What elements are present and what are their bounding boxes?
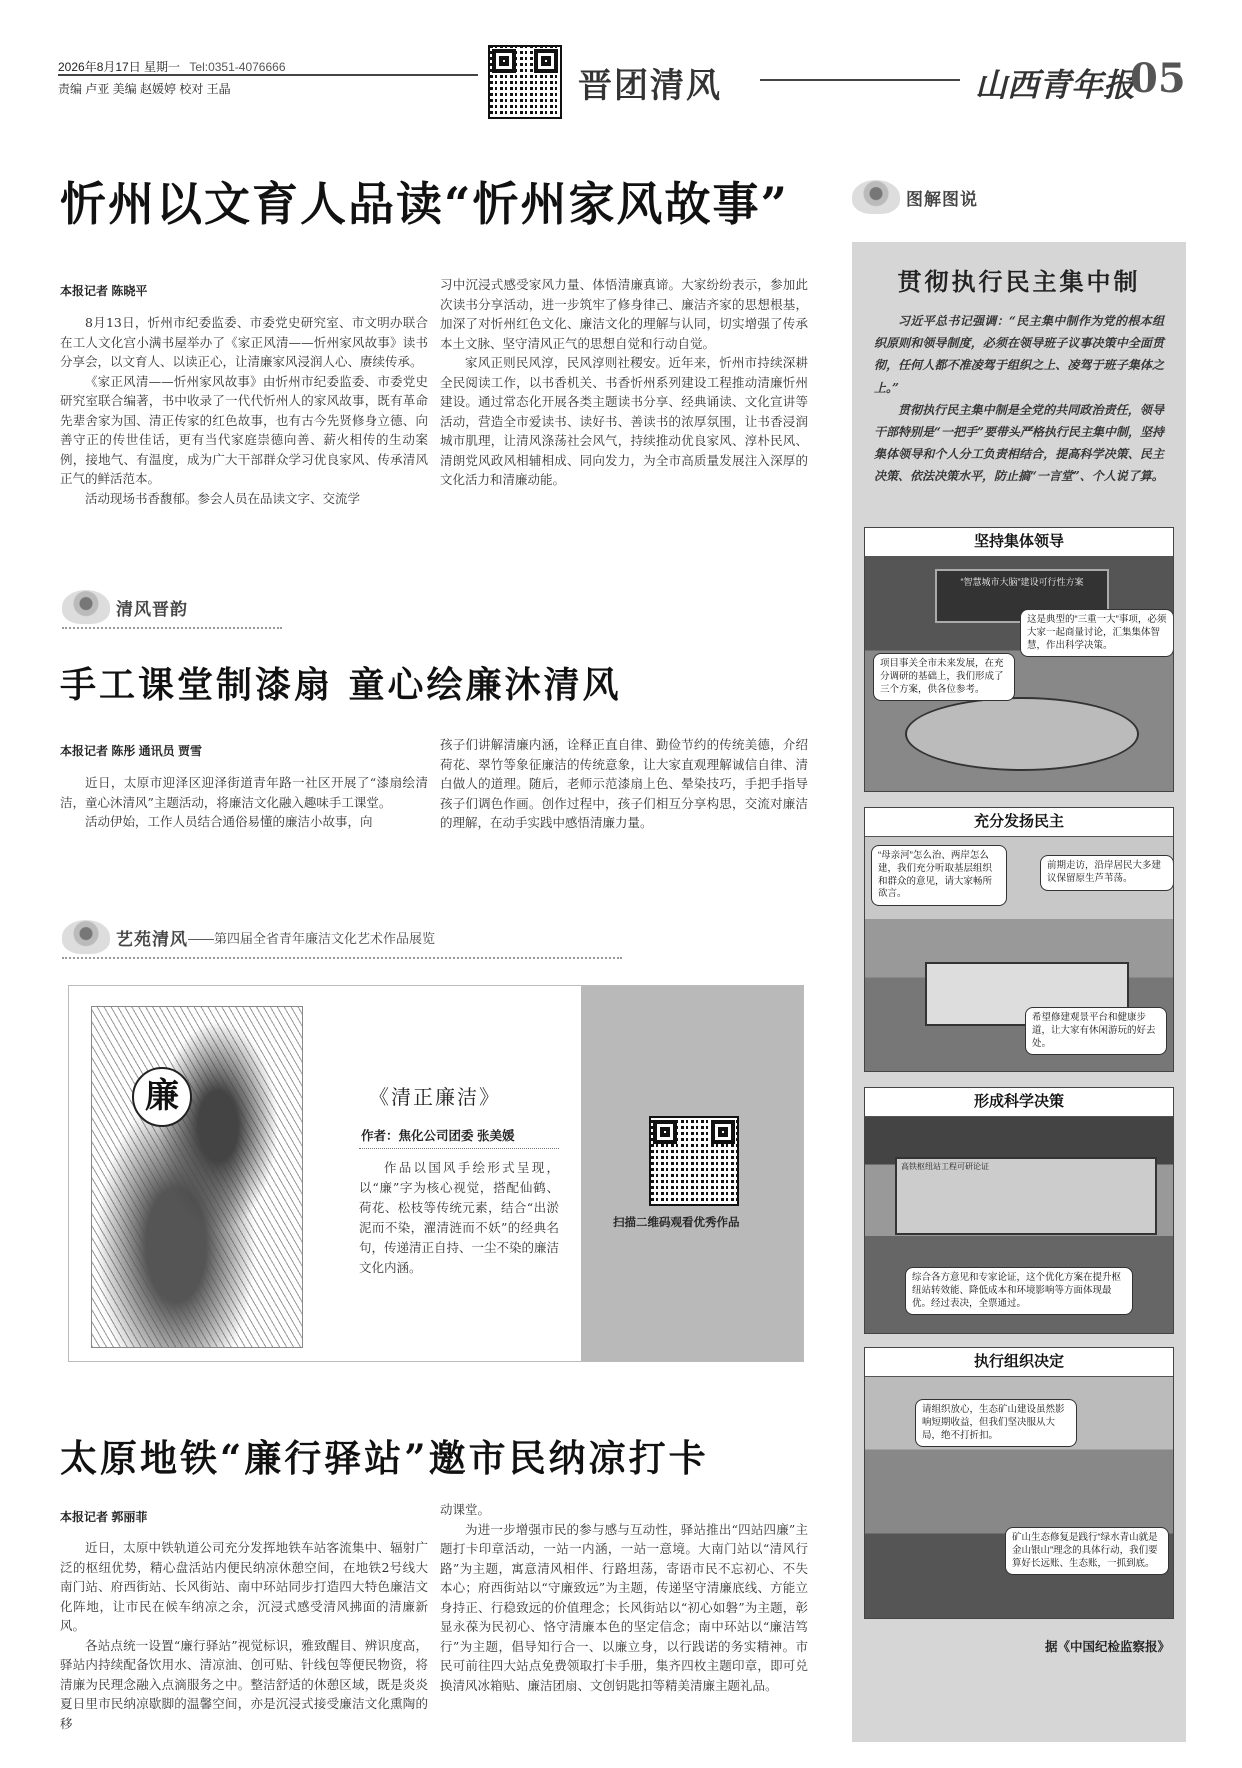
paragraph: 各站点统一设置“廉行驿站”视觉标识，雅致醒目、辨识度高，驿站内持续配备饮用水、清凉油、创可贴、针线包等便民物资，将清廉为民理念融入点滴服务之中。整洁舒适的休憩区域，既是炎炎夏日里市民纳凉歇脚的温馨空间，亦是沉浸式接受廉洁文化熏陶的移 [60,1637,428,1731]
article1-byline: 本报记者 陈晓平 [60,284,148,298]
speech-bubble: 希望修建观景平台和健康步道，让大家有休闲游玩的好去处。 [1025,1007,1167,1055]
speech-bubble: 项目事关全市未来发展，在充分调研的基础上，我们形成了三个方案，供各位参考。 [873,653,1015,701]
presentation-screen: 高铁枢纽站工程可研论证 [895,1157,1157,1235]
artwork-feature [68,985,804,1362]
staff-credits: 责编 卢亚 美编 赵媛婷 校对 王晶 [58,82,231,96]
lotus-icon [852,180,900,214]
panel-heading: 形成科学决策 [865,1088,1173,1117]
article2-column-1 [60,773,428,832]
comic-panel-scientific-decision [864,1087,1174,1334]
paragraph: 活动伊始，工作人员结合通俗易懂的廉洁小故事，向 [85,814,373,829]
article3-headline: 太原地铁“廉行驿站”邀市民纳凉打卡 [60,1436,709,1480]
article3-byline: 本报记者 郭丽菲 [60,1510,148,1524]
artwork-glyph: 廉 [132,1067,192,1127]
artwork-qr-panel [581,986,803,1361]
mine-restoration-illustration [865,1377,1173,1618]
speech-bubble: 矿山生态修复是践行“绿水青山就是金山银山”理念的具体行动，我们要算好长远账、生态账，一抓到底。 [1005,1527,1169,1575]
infographic-title: 贯彻执行民主集中制 [897,267,1141,296]
column-tag-subtitle: ——第四届全省青年廉洁文化艺术作品展览 [188,930,436,946]
infographic-panel [852,242,1186,1742]
article1-column-2 [440,275,808,490]
section-title: 晋团清风 [578,66,722,106]
comic-panel-promote-democracy [864,807,1174,1072]
article2-byline: 本报记者 陈彤 通讯员 贾雪 [60,744,203,758]
column-tag-yiyuan [62,920,435,954]
page-number: 05 [1130,55,1186,102]
column-tag-label: 图解图说 [906,189,978,209]
paragraph: 家风正则民风淳，民风淳则社稷安。近年来，忻州市持续深耕全民阅读工作，以书香机关、书香忻州系列建设工程推动清廉忻州建设。通过常态化开展各类主题读书分享、经典诵读、文化宣讲等活动，营造全市爱读书、读好书、善读书的浓厚氛围，让书香浸润城市肌理，让清风涤荡社会风气，持续推动优良家风、淳朴民风、清朗党风政风相辅相成、同向发力，为全市高质量发展注入深厚的文化活力和清廉动能。 [440,355,808,487]
column-tag-qingfeng [62,590,188,624]
article3-column-2 [440,1500,808,1695]
tel-text: Tel:0351-4076666 [189,60,286,74]
column-tag-label: 清风晋韵 [116,599,188,619]
speech-bubble: 这是典型的“三重一大”事项，必须大家一起商量讨论，汇集集体智慧，作出科学决策。 [1020,609,1173,657]
artwork-qr-code[interactable] [649,1116,739,1206]
article1-headline: 忻州以文育人品读“忻州家风故事” [60,177,789,231]
speech-bubble: 请组织放心，生态矿山建设虽然影响短期收益，但我们坚决服从大局，绝不打折扣。 [915,1399,1077,1447]
comic-panel-collective-leadership [864,527,1174,792]
speech-bubble: “母亲河”怎么治、两岸怎么建，我们充分听取基层组织和群众的意见，请大家畅所欲言。 [871,845,1007,906]
infographic-source: 据《中国纪检监察报》 [1044,1640,1170,1654]
panel-heading: 执行组织决定 [865,1348,1173,1377]
tag-divider [62,627,282,629]
paragraph: 习中沉浸式感受家风力量、体悟清廉真谛。大家纷纷表示，参加此次读书分享活动，进一步筑牢了修身律己、廉洁齐家的思想根基，加深了对忻州红色文化、廉洁文化的理解与认同，切实增强了传承本土文脉、坚守清风正气的思想自觉和行动自觉。 [440,277,808,351]
paragraph: 近日，太原市迎泽区迎泽街道青年路一社区开展了“漆扇绘清洁，童心沐清风”主题活动，将廉洁文化融入趣味手工课堂。 [60,775,428,810]
presentation-screen: “智慧城市大脑”建设可行性方案 [935,569,1109,623]
meeting-room-illustration [865,557,1173,791]
speech-bubble: 前期走访，沿岸居民大多建议保留原生芦苇荡。 [1040,855,1173,891]
header-rule-right [760,79,960,81]
qr-caption: 扫描二维码观看优秀作品 [613,1217,740,1229]
paper-logo: 山西青年报 [975,66,1136,104]
paragraph: 贯彻执行民主集中制是全党的共同政治责任，领导干部特别是“一把手”要带头严格执行民主集中制，坚持集体领导和个人分工负责相结合，提高科学决策、民主决策、依法决策水平，防止搞“一言堂”、个人说了算。 [874,402,1164,484]
comic-panel-execute-decisions [864,1347,1174,1619]
article2-column-2 [440,735,808,833]
column-tag-label: 艺苑清风 [116,929,188,949]
paragraph: 《家正风清——忻州家风故事》由忻州市纪委监委、市委党史研究室联合编著，书中收录了一代代忻州人的家风故事，既有革命先辈舍家为国、清正传家的红色故事，也有古今先贤修身立德、向善守正的传世佳话，更有当代家庭崇德向善、薪火相传的生动案例，接地气、有温度，成为广大干部群众学习优良家风、传承清风正气的鲜活范本。 [60,373,428,486]
artwork-author: 作者：焦化公司团委 张美媛 [361,1129,515,1143]
tag-divider [62,957,622,959]
article1-column-1 [60,313,428,508]
article2-headline: 手工课堂制漆扇 童心绘廉沐清风 [60,664,622,706]
header-qr-code[interactable] [488,45,562,119]
riverside-illustration [865,837,1173,1071]
meeting-table [905,697,1139,771]
paragraph: 动课堂。 [440,1502,491,1517]
paragraph: 近日，太原中铁轨道公司充分发挥地铁车站客流集中、辐射广泛的枢纽优势，精心盘活站内便民纳凉休憩空间，在地铁2号线大南门站、府西街站、长风街站、南中环站同步打造四大特色廉洁文化阵地，让市民在候车纳凉之余，沉浸式感受清风拂面的清廉新风。 [60,1540,428,1633]
header-rule-left [58,74,478,76]
speech-bubble: 综合各方意见和专家论证，这个优化方案在提升枢纽站转效能、降低成本和环境影响等方面体现最优。经过表决，全票通过。 [905,1267,1133,1315]
column-tag-tujie [852,180,978,214]
artwork-image [91,1006,303,1348]
lotus-icon [62,920,110,954]
date-text: 2026年8月17日 星期一 [58,60,181,74]
panel-heading: 坚持集体领导 [865,528,1173,557]
panel-heading: 充分发扬民主 [865,808,1173,837]
auditorium-illustration [865,1117,1173,1333]
artwork-description: 作品以国风手绘形式呈现，以“廉”字为核心视觉，搭配仙鹤、荷花、松枝等传统元素，结合“出淤泥而不染，濯清涟而不妖”的经典名句，传递清正自持、一尘不染的廉洁文化内涵。 [359,1160,560,1275]
paragraph: 为进一步增强市民的参与感与互动性，驿站推出“四站四廉”主题打卡印章活动，一站一内涵，一站一意境。大南门站以“清风行路”为主题，寓意清风相伴、行路坦荡，寄语市民不忘初心、不失本心；府西街站以“守廉致远”为主题，传递坚守清廉底线、方能立身持正、行稳致远的价值理念；长风街站以“初心如磐”为主题，彰显永葆为民初心、恪守清廉本色的坚定信念；南中环站以“廉洁笃行”为主题，倡导知行合一、以廉立身，以行践诺的务实精神。市民可前往四大站点免费领取打卡手册，集齐四枚主题印章，即可兑换清风冰箱贴、廉洁团扇、文创钥匙扣等精美清廉主题礼品。 [440,1521,808,1693]
lotus-icon [62,590,110,624]
artwork-title: 《清正廉洁》 [369,1085,501,1109]
paragraph: 活动现场书香馥郁。参会人员在品读文字、交流学 [85,490,361,506]
paragraph: 孩子们讲解清廉内涵，诠释正直自律、勤俭节约的传统美德，介绍荷花、翠竹等象征廉洁的传统意象，让大家直观理解诚信自律、清白做人的道理。随后，老师示范漆扇上色、晕染技巧，手把手指导孩子们调色作画。创作过程中，孩子们相互分享构思，交流对廉洁的理解，在动手实践中感悟清廉力量。 [440,737,808,830]
issue-date [58,58,286,75]
paragraph: 8月13日，忻州市纪委监委、市委党史研究室、市文明办联合在工人文化宫小满书屋举办了《家正风清——忻州家风故事》读书分享会，以文育人、以读正心，让清廉家风浸润人心、赓续传承。 [60,315,428,369]
artwork-divider [359,1148,559,1149]
infographic-body [874,310,1164,488]
article3-column-1 [60,1538,428,1733]
paragraph: 习近平总书记强调：“民主集中制作为党的根本组织原则和领导制度，必须在领导班子议事决策中全面贯彻，任何人都不准凌驾于组织之上、凌驾于班子集体之上。” [874,314,1164,395]
